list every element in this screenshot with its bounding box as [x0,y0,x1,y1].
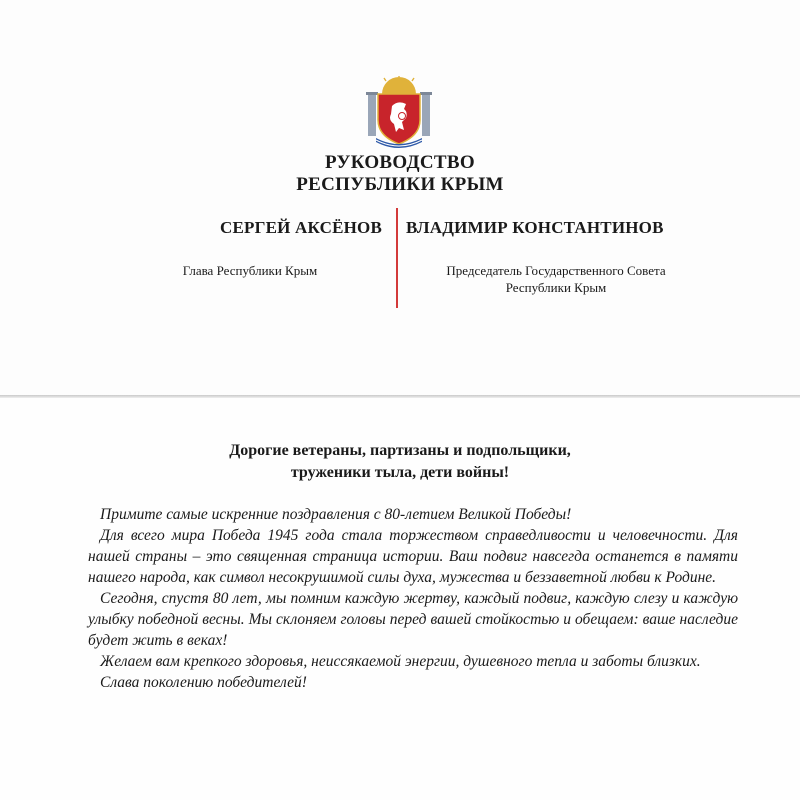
letter-closing: Слава поколению победителей! [100,674,307,691]
official-title-aksenov [150,262,350,279]
card-top-panel [0,0,800,396]
letter-paragraph: Примите самые искренние поздравления с 80-летием Великой Победы! [100,506,572,523]
greeting-line-2: труженики тыла, дети войны! [290,464,510,481]
coat-of-arms-icon [364,76,434,148]
header-title-line-2: РЕСПУБЛИКИ КРЫМ [296,174,504,195]
greeting-line-1: Дорогие ветераны, партизаны и подпольщики, [229,442,571,459]
official-title-aksenov-text: Глава Республики Крым [182,263,318,278]
letter-paragraph: Сегодня, спустя 80 лет, мы помним каждую жертву, каждый подвиг, каждую слезу и каждую улыбку победной весны. Мы склоняем головы перед вашей стойкостью и обещаем: ваше наследие будет жить в веках! [88,590,738,649]
official-title-konstantinov-line-1: Председатель Государственного Совета [446,263,666,278]
official-name-konstantinov: ВЛАДИМИР КОНСТАНТИНОВ [406,218,664,237]
letter-paragraph: Желаем вам крепкого здоровья, неиссякаемой энергии, душевного тепла и заботы близких. [100,653,701,670]
official-name-aksenov: СЕРГЕЙ АКСЁНОВ [219,218,382,237]
official-title-konstantinov-line-2: Республики Крым [505,280,607,295]
letter-body [88,504,738,693]
header-title-line-1: РУКОВОДСТВО [325,152,475,173]
letter-paragraph: Для всего мира Победа 1945 года стала торжеством справедливости и человечности. Для нашей страны – это священная страница истории. Ваш подвиг навсегда останется в памяти нашего народа, как символ несокрушимой силы духа, мужества и беззаветной любви к Родине. [88,527,738,586]
officials-divider [396,208,398,308]
official-title-konstantinov [402,262,710,296]
